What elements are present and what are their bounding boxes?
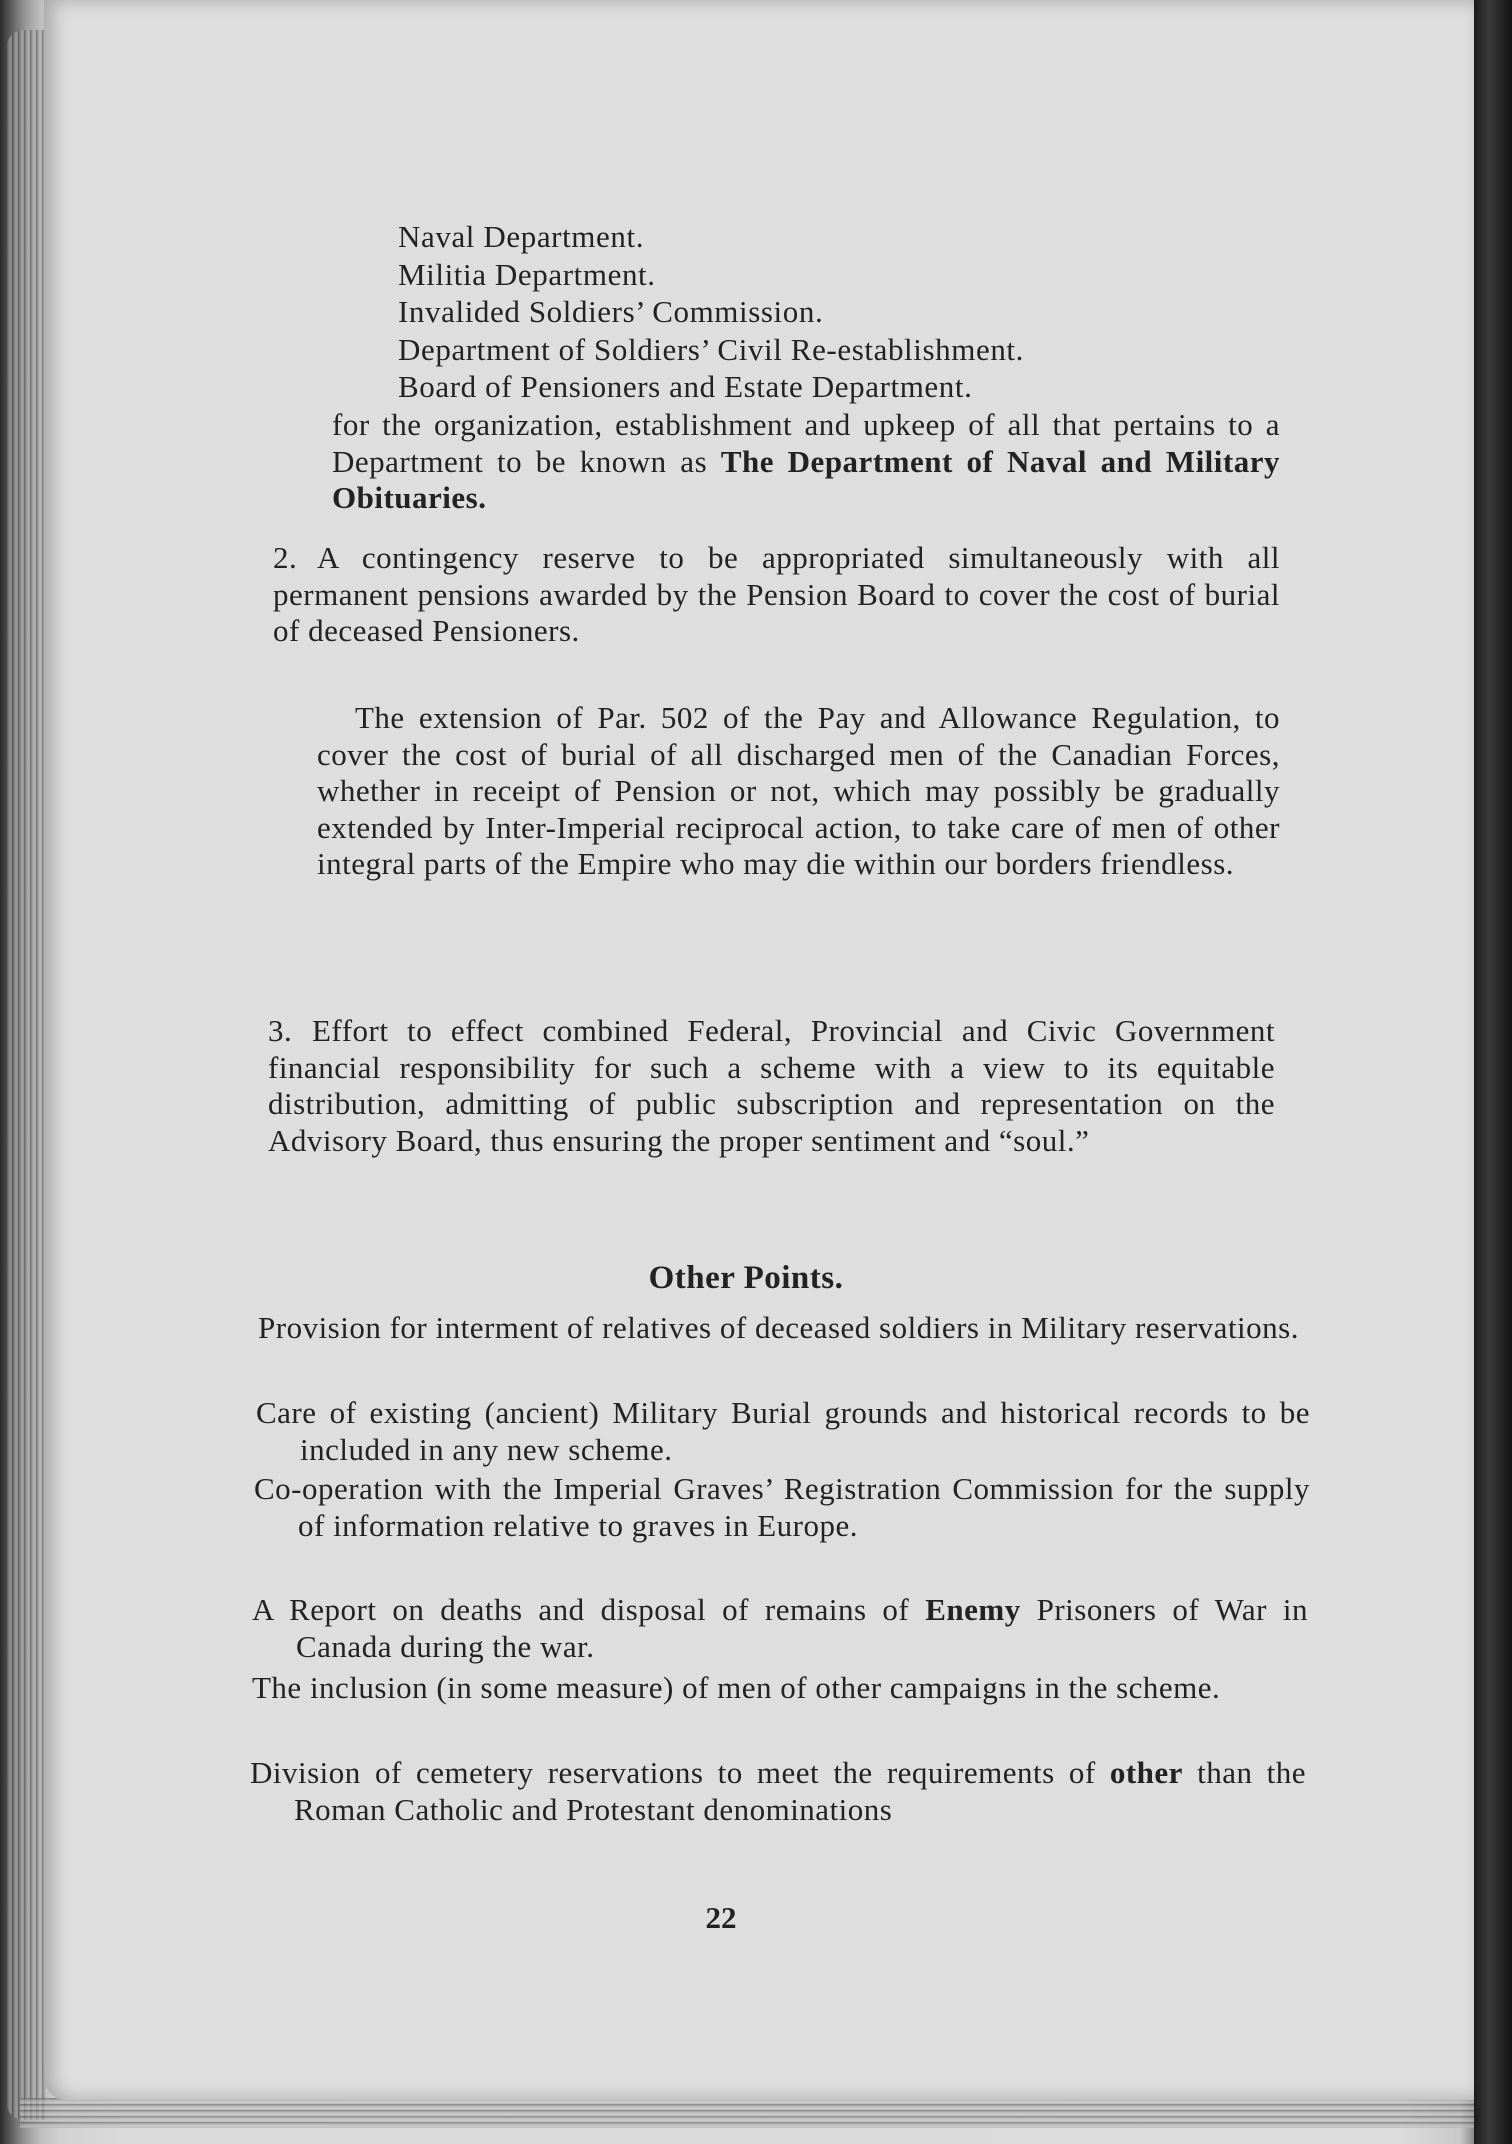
page-number: 22	[705, 1900, 737, 1935]
item-number: 2.	[273, 540, 298, 575]
intro-paragraph	[332, 407, 1280, 517]
department-item: Department of Soldiers’ Civil Re-establishment.	[398, 331, 1024, 367]
list-item	[256, 1395, 1310, 1468]
list-item	[252, 1670, 1308, 1707]
department-item: Militia Department.	[398, 256, 656, 292]
point-text: Co-operation with the Imperial Graves’ Registration Commission for the supply of information relative to graves in Europe.	[254, 1471, 1310, 1543]
point-text: A Report on deaths and disposal of remains of	[252, 1592, 926, 1627]
department-obituaries-name: The Department of Naval and Military Obituaries.	[332, 443, 1280, 515]
point-text: Prisoners of War in Canada during the war.	[296, 1592, 1308, 1664]
book-spine	[1474, 0, 1512, 2144]
item-number: 3.	[268, 1013, 293, 1048]
point-text: The inclusion (in some measure) of men of other campaigns in the scheme.	[252, 1670, 1221, 1705]
point-text: Care of existing (ancient) Military Burial grounds and historical records to be included in any new scheme.	[256, 1395, 1310, 1467]
department-list	[398, 218, 1298, 406]
item-2-continuation-paragraph: The extension of Par. 502 of the Pay and Allowance Regulation, to cover the cost of burial of all discharged men of the Canadian Forces, whether in receipt of Pension or not, which may possibly be gradually extended by Inter-Imperial reciprocal action, to take care of men of other integral parts of the Empire who may die within our borders friendless.	[317, 700, 1280, 881]
point-text: Division of cemetery reservations to meet the requirements of	[250, 1755, 1110, 1790]
numbered-item-3	[268, 1013, 1275, 1159]
point-text: than the Roman Catholic and Protestant denominations	[294, 1755, 1306, 1827]
department-item: Naval Department.	[398, 219, 645, 254]
list-item	[254, 1471, 1310, 1544]
numbered-item-2	[273, 540, 1280, 650]
list-item	[250, 1755, 1306, 1828]
list-item	[252, 1592, 1308, 1665]
department-item: Board of Pensioners and Estate Department.	[398, 369, 973, 404]
department-item: Invalided Soldiers’ Commission.	[398, 294, 824, 329]
list-item	[258, 1310, 1310, 1347]
item-text: A contingency reserve to be appropriated simultaneously with all permanent pensions awarded by the Pension Board to cover the cost of burial of deceased Pensioners.	[273, 540, 1280, 648]
page-stack-left-edge	[6, 30, 46, 2120]
point-bold-text: Enemy	[925, 1592, 1021, 1627]
item-text: Effort to effect combined Federal, Provincial and Civic Government financial responsibility for such a scheme with a view to its equitable distribution, admitting of public subscription and representation on the Advisory Board, thus ensuring the proper sentiment and “soul.”	[268, 1013, 1275, 1158]
point-text: Provision for interment of relatives of deceased soldiers in Military reservations.	[258, 1310, 1299, 1345]
page-stack-bottom-edge	[20, 2098, 1480, 2128]
intro-text: for the organization, establishment and upkeep of all that pertains to a Department to be known as	[332, 407, 1280, 479]
point-bold-text: other	[1109, 1755, 1183, 1790]
other-points-heading: Other Points.	[648, 1260, 844, 1296]
